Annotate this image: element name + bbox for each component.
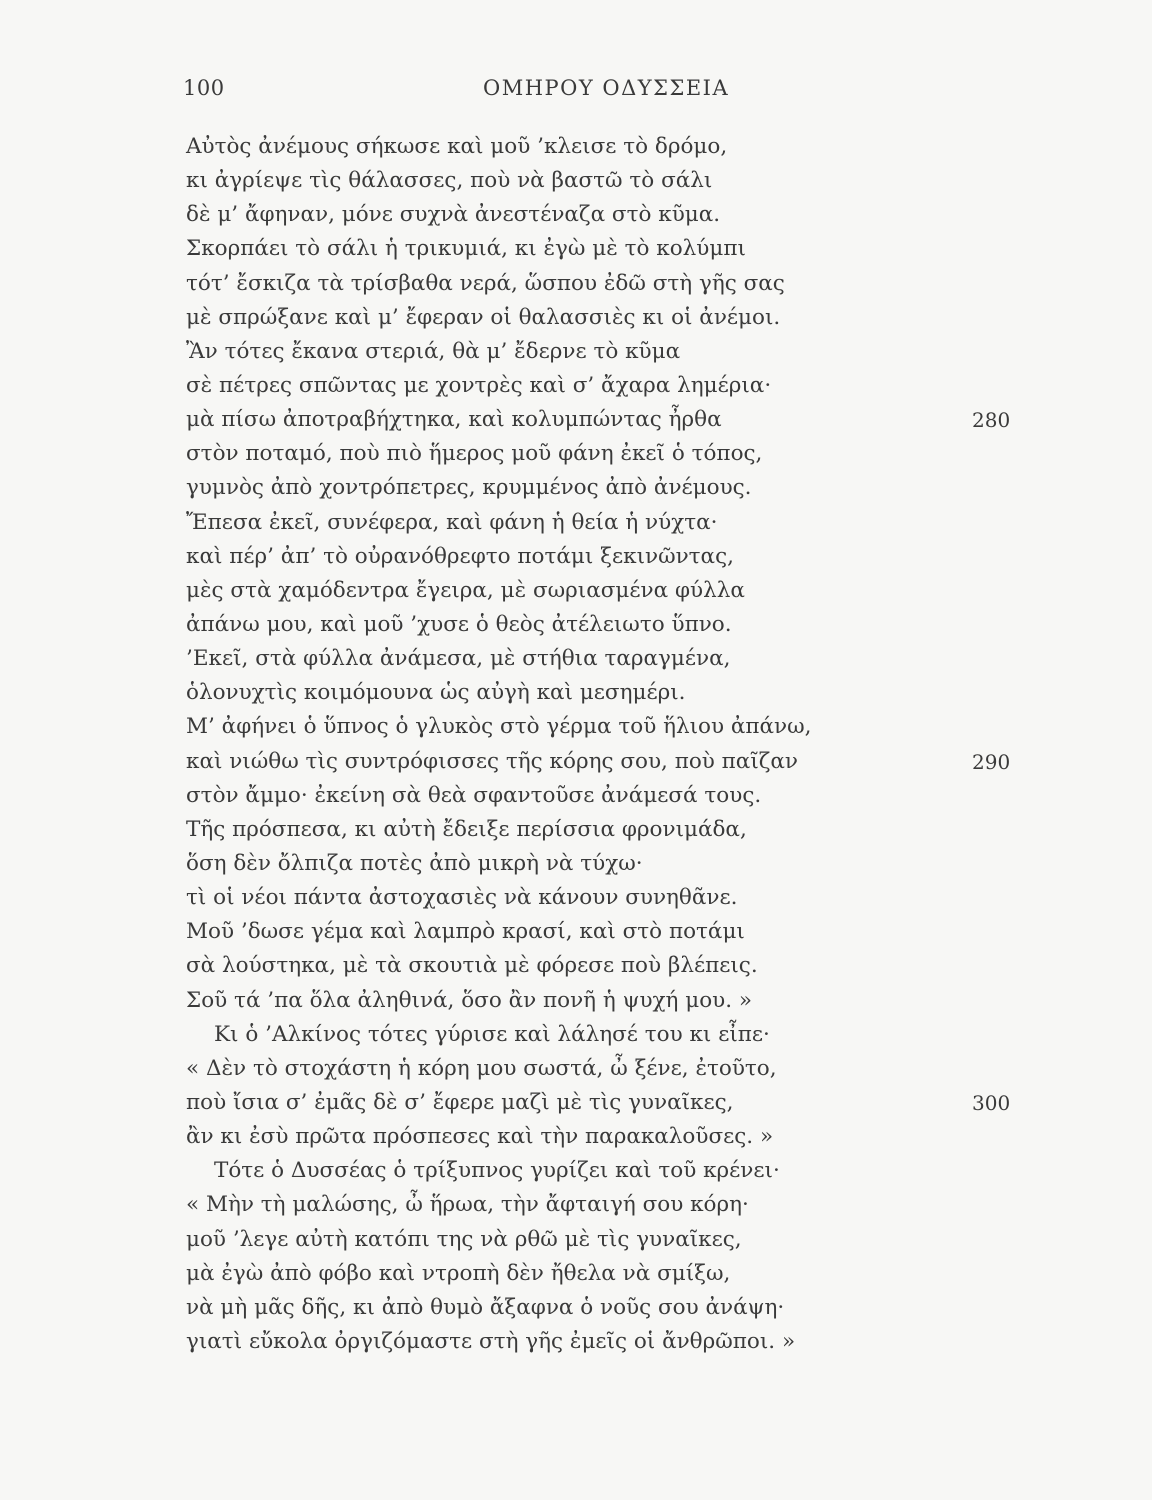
verse-text: μὲς στὰ χαμόδεντρα ἔγειρα, μὲ σωριασμένα φύλλα: [186, 577, 745, 603]
verse-text: καὶ νιώθω τὶς συντρόφισσες τῆς κόρης σου, ποὺ παῖζαν: [186, 748, 798, 774]
verse-line: [186, 847, 1146, 881]
verse-text: ποὺ ἴσια σ’ ἐμᾶς δὲ σ’ ἔφερε μαζὶ μὲ τὶς γυναῖκες,: [186, 1089, 734, 1115]
verse-line: [186, 198, 1146, 232]
verse-line: [186, 1018, 1146, 1052]
verse-line: [186, 1291, 1146, 1325]
verse-line: [186, 1223, 1146, 1257]
verse-text: γιατὶ εὔκολα ὀργιζόμαστε στὴ γῆς ἐμεῖς οἱ ἄνθρῶποι. »: [186, 1328, 796, 1354]
verse-line: [186, 540, 1146, 574]
running-title: ΟΜΗΡΟΥ ΟΔΥΣΣΕΙΑ: [483, 76, 730, 100]
verse-text: Ἔπεσα ἐκεῖ, συνέφερα, καὶ φάνη ἡ θεία ἡ νύχτα·: [186, 509, 718, 535]
verse-text: γυμνὸς ἀπὸ χοντρόπετρες, κρυμμένος ἀπὸ ἀνέμους.: [186, 475, 752, 501]
verse-line: [186, 164, 1146, 198]
verse-text: Κι ὁ ’Αλκίνος τότες γύρισε καὶ λάλησέ του κι εἶπε·: [214, 1021, 770, 1047]
verse-line: [186, 1120, 1146, 1154]
verse-text: ὁλονυχτὶς κοιμόμουνα ὡς αὐγὴ καὶ μεσημέρι.: [186, 680, 686, 706]
verse-line: [186, 232, 1146, 266]
verse-line: [186, 1325, 1146, 1359]
verse-text: τὶ οἱ νέοι πάντα ἀστοχασιὲς νὰ κάνουν συνηθᾶνε.: [186, 885, 738, 911]
verse-line: [186, 437, 1146, 471]
page-number: 100: [183, 76, 225, 100]
verse-line: [186, 335, 1146, 369]
verse-line: [186, 1257, 1146, 1291]
line-number: 290: [972, 749, 1011, 774]
verse-line: [186, 779, 1146, 813]
verse-text: τότ’ ἔσκιζα τὰ τρίσβαθα νερά, ὥσπου ἐδῶ στὴ γῆς σας: [186, 270, 785, 296]
verse-line: [186, 642, 1146, 676]
verse-line: [186, 130, 1146, 164]
verse-line: [186, 506, 1146, 540]
verse-text: Σκορπάει τὸ σάλι ἡ τρικυμιά, κι ἐγὼ μὲ τὸ κολύμπι: [186, 236, 746, 262]
verse-line: [186, 403, 1146, 437]
verse-line: [186, 949, 1146, 983]
verse-text: Τῆς πρόσπεσα, κι αὐτὴ ἔδειξε περίσσια φρονιμάδα,: [186, 816, 747, 842]
verse-text: ’Εκεῖ, στὰ φύλλα ἀνάμεσα, μὲ στήθια ταραγμένα,: [186, 646, 731, 672]
verse-line: [186, 710, 1146, 744]
line-number: 300: [972, 1090, 1011, 1115]
verse-line: [186, 984, 1146, 1018]
verse-line: [186, 915, 1146, 949]
verse-line: [186, 267, 1146, 301]
verse-line: [186, 1188, 1146, 1222]
verse-text: μὲ σπρώξανε καὶ μ’ ἔφεραν οἱ θαλασσιὲς κι οἱ ἀνέμοι.: [186, 304, 781, 330]
verse-text: « Μὴν τὴ μαλώσης, ὦ ἥρωα, τὴν ἄφταιγή σου κόρη·: [186, 1192, 749, 1218]
verse-text: Τότε ὁ Δυσσέας ὁ τρίξυπνος γυρίζει καὶ τοῦ κρένει·: [214, 1158, 780, 1184]
verse-text: κι ἀγρίεψε τὶς θάλασσες, ποὺ νὰ βαστῶ τὸ σάλι: [186, 168, 713, 194]
verse-line: [186, 676, 1146, 710]
verse-text: Σοῦ τά ’πα ὅλα ἀληθινά, ὅσο ἂν πονῆ ἡ ψυχή μου. »: [186, 987, 753, 1013]
verse-line: [186, 745, 1146, 779]
verse-line: [186, 1052, 1146, 1086]
verse-text: μοῦ ’λεγε αὐτὴ κατόπι της νὰ ρθῶ μὲ τὶς γυναῖκες,: [186, 1226, 742, 1252]
verse-text: δὲ μ’ ἄφηναν, μόνε συχνὰ ἀνεστέναζα στὸ κῦμα.: [186, 202, 721, 228]
verse-text: Μ’ ἀφήνει ὁ ὕπνος ὁ γλυκὸς στὸ γέρμα τοῦ ἥλιου ἀπάνω,: [186, 714, 812, 740]
poem-text: [186, 130, 1146, 1359]
verse-text: ὅση δὲν ὄλπιζα ποτὲς ἀπὸ μικρὴ νὰ τύχω·: [186, 850, 643, 876]
verse-line: [186, 1154, 1146, 1188]
verse-line: [186, 574, 1146, 608]
verse-text: μὰ πίσω ἀποτραβήχτηκα, καὶ κολυμπώντας ἦρθα: [186, 407, 722, 433]
verse-text: μὰ ἐγὼ ἀπὸ φόβο καὶ ντροπὴ δὲν ἤθελα νὰ σμίξω,: [186, 1260, 731, 1286]
verse-text: νὰ μὴ μᾶς δῆς, κι ἀπὸ θυμὸ ἄξαφνα ὁ νοῦς σου ἀνάψη·: [186, 1294, 785, 1320]
verse-text: σὲ πέτρες σπῶντας με χοντρὲς καὶ σ’ ἄχαρα λημέρια·: [186, 372, 772, 398]
page-header: [0, 76, 1152, 108]
verse-line: [186, 369, 1146, 403]
verse-text: ἀπάνω μου, καὶ μοῦ ’χυσε ὁ θεὸς ἀτέλειωτο ὕπνο.: [186, 611, 732, 637]
verse-text: στὸν ἄμμο· ἐκείνη σὰ θεὰ σφαντοῦσε ἀνάμεσά τους.: [186, 782, 762, 808]
verse-line: [186, 813, 1146, 847]
verse-text: ἂν κι ἐσὺ πρῶτα πρόσπεσες καὶ τὴν παρακαλοῦσες. »: [186, 1124, 774, 1150]
verse-line: [186, 608, 1146, 642]
verse-line: [186, 881, 1146, 915]
verse-text: σὰ λούστηκα, μὲ τὰ σκουτιὰ μὲ φόρεσε ποὺ βλέπεις.: [186, 953, 758, 979]
verse-line: [186, 471, 1146, 505]
verse-text: στὸν ποταμό, ποὺ πιὸ ἥμερος μοῦ φάνη ἐκεῖ ὁ τόπος,: [186, 441, 763, 467]
line-number: 280: [972, 408, 1011, 433]
verse-line: [186, 301, 1146, 335]
verse-text: Μοῦ ’δωσε γέμα καὶ λαμπρὸ κρασί, καὶ στὸ ποτάμι: [186, 919, 745, 945]
verse-text: Ἂν τότες ἔκανα στεριά, θὰ μ’ ἔδερνε τὸ κῦμα: [186, 338, 681, 364]
verse-text: καὶ πέρ’ ἀπ’ τὸ οὐρανόθρεφτο ποτάμι ξεκινῶντας,: [186, 543, 734, 569]
verse-text: Αὐτὸς ἀνέμους σήκωσε καὶ μοῦ ’κλεισε τὸ δρόμο,: [186, 134, 728, 159]
verse-line: [186, 1086, 1146, 1120]
verse-text: « Δὲν τὸ στοχάστη ἡ κόρη μου σωστά, ὦ ξένε, ἐτοῦτο,: [186, 1055, 777, 1081]
